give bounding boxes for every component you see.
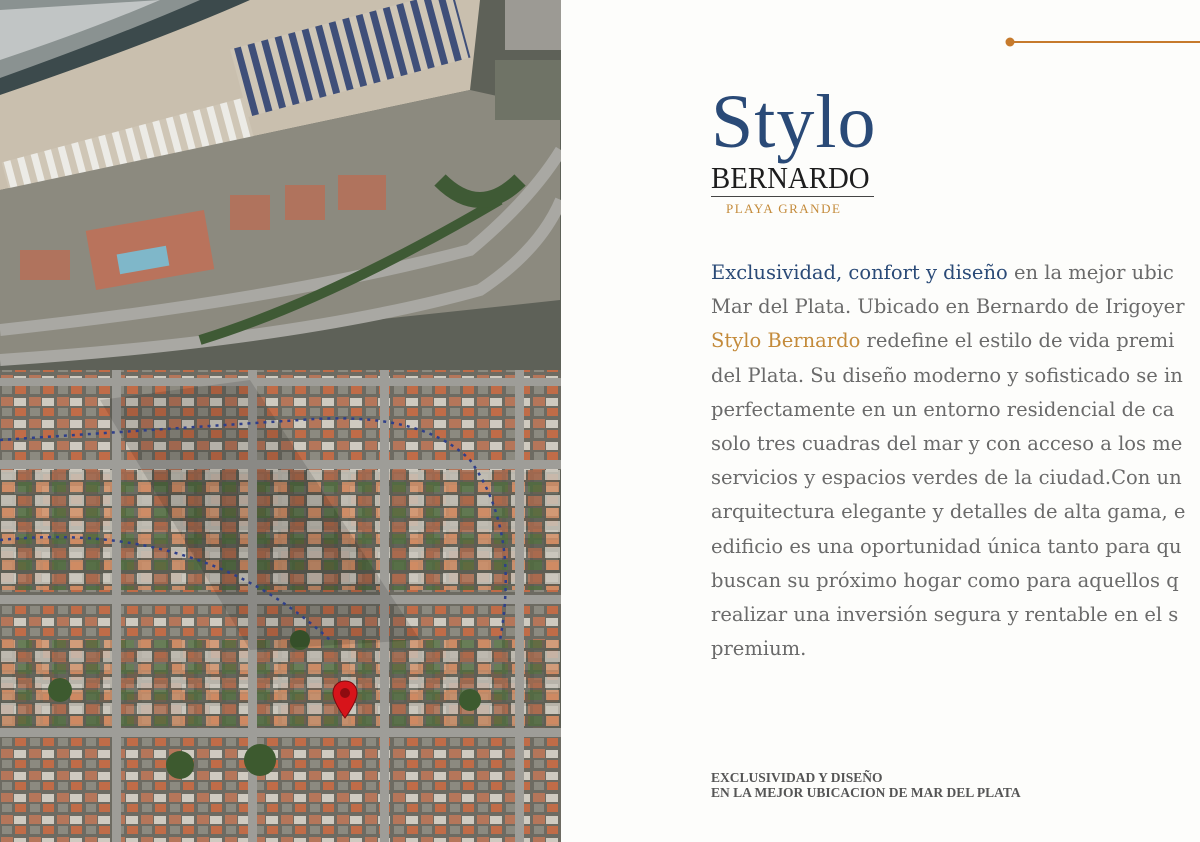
paragraph-text: servicios y espacios verdes de la ciudad.Con un — [711, 466, 1182, 490]
location-pin-icon — [332, 680, 358, 720]
paragraph-line — [711, 393, 1200, 427]
paragraph-text: Mar del Plata. Ubicado en Bernardo de Irigoyer — [711, 295, 1185, 319]
highlight-brand: Stylo Bernardo — [711, 329, 861, 353]
paragraph-line — [711, 324, 1200, 358]
logo-divider — [711, 196, 874, 197]
logo-tagline: PLAYA GRANDE — [726, 201, 842, 216]
description-paragraph — [711, 256, 1200, 666]
logo-bernardo: BERNARDO — [711, 160, 870, 195]
paragraph-text: redefine el estilo de vida premi — [860, 329, 1175, 353]
paragraph-text: en la mejor ubic — [1007, 261, 1174, 284]
footer-line-1: EXCLUSIVIDAD Y DISEÑO — [711, 770, 883, 785]
decorative-line — [1005, 37, 1200, 47]
paragraph-line — [711, 427, 1200, 461]
paragraph-text: edificio es una oportunidad única tanto para qu — [711, 534, 1182, 558]
footer-line-2: EN LA MEJOR UBICACION DE MAR DEL PLATA — [711, 785, 1021, 800]
paragraph-line — [711, 632, 1200, 666]
paragraph-text: arquitectura elegante y detalles de alta gama, e — [711, 500, 1186, 524]
paragraph-text: del Plata. Su diseño moderno y sofisticado se in — [711, 363, 1183, 387]
paragraph-line — [711, 256, 1200, 290]
brand-logo — [711, 80, 881, 217]
highlight-text: Exclusividad, confort y diseño — [711, 261, 1008, 284]
paragraph-text: perfectamente en un entorno residencial de ca — [711, 397, 1175, 421]
paragraph-line — [711, 495, 1200, 529]
footer-tagline — [711, 770, 1021, 800]
paragraph-line — [711, 290, 1200, 324]
paragraph-line — [711, 461, 1200, 495]
paragraph-line — [711, 359, 1200, 393]
logo-stylo: Stylo — [711, 80, 877, 164]
paragraph-line — [711, 598, 1200, 632]
paragraph-text: buscan su próximo hogar como para aquellos q — [711, 568, 1179, 592]
satellite-map-graphic — [0, 0, 561, 842]
paragraph-line — [711, 564, 1200, 598]
paragraph-text: solo tres cuadras del mar y con acceso a los me — [711, 431, 1183, 455]
paragraph-line — [711, 530, 1200, 564]
paragraph-text: premium. — [711, 637, 807, 661]
satellite-map — [0, 0, 561, 842]
paragraph-text: realizar una inversión segura y rentable en el s — [711, 602, 1179, 626]
